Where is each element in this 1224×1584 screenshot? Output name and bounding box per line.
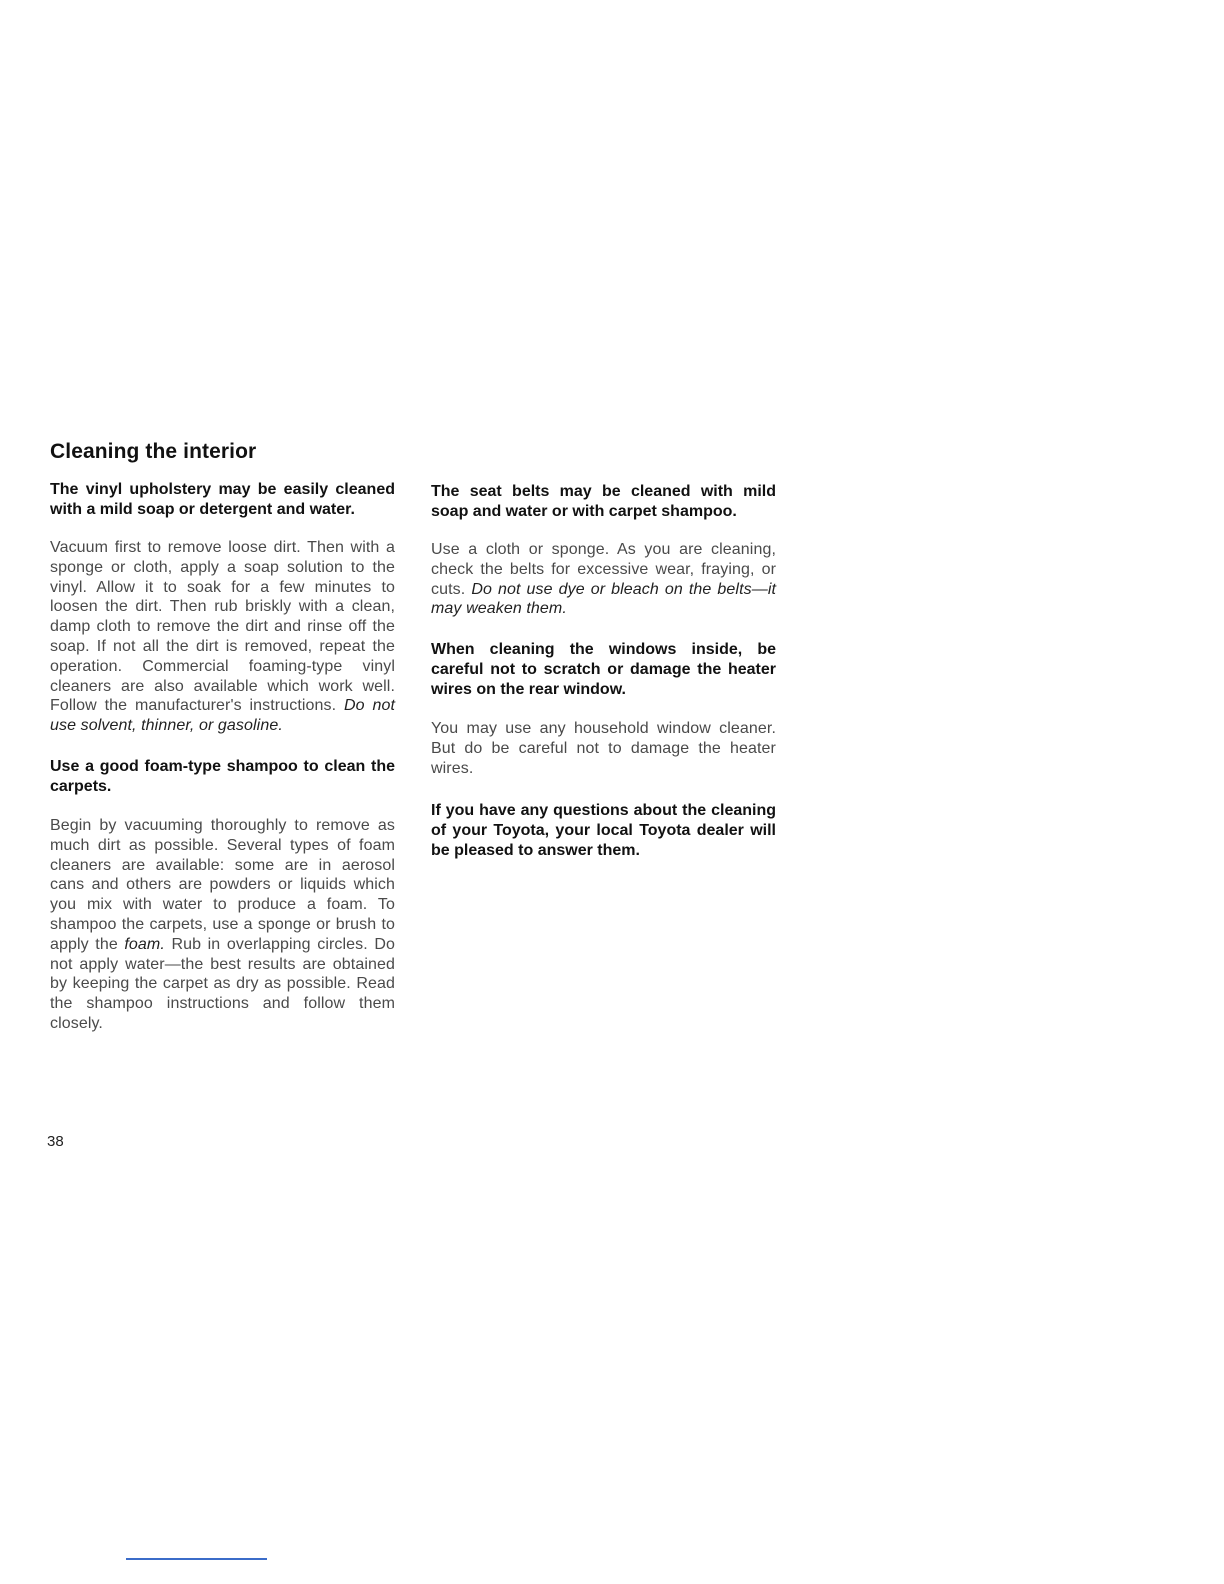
left-column [50, 480, 395, 1034]
page-title: Cleaning the interior [50, 440, 257, 463]
questions-note: If you have any questions about the cleaning of your Toyota, your local Toyota dealer will be pleased to answer them. [431, 801, 776, 859]
vinyl-warning: Do not use solvent, thinner, or gasoline. [50, 697, 395, 735]
vinyl-upholstery-heading: The vinyl upholstery may be easily cleaned with a mild soap or detergent and water. [50, 481, 395, 518]
seat-belts-warning: Do not use dye or bleach on the belts—it may weaken them. [431, 580, 777, 618]
vinyl-instructions-text: Vacuum first to remove loose dirt. Then with a sponge or cloth, apply a soap solution to the vinyl. Allow it to soak for a few minutes to loosen the dirt. Then rub briskly with a clean, damp cloth to remove the dirt and rinse off the soap. If not all the dirt is removed, repeat the operation. Commercial foaming-type vinyl cleaners are also available which work well. Follow the manufacturer's instructions. [50, 539, 395, 715]
carpet-instructions-text-a: Begin by vacuuming thoroughly to remove as much dirt as possible. Several types of foam cleaners are available: some are in aerosol cans and others are powders or liquids which you mix with water to produce a foam. To shampoo the carpets, use a sponge or brush to apply the [50, 816, 395, 953]
seat-belts-text: Use a cloth or sponge. As you are cleaning, check the belts for excessive wear, fraying, or cuts. [431, 541, 776, 598]
carpet-shampoo-heading: Use a good foam-type shampoo to clean the carpets. [50, 757, 395, 795]
carpet-shampoo-instructions [50, 816, 395, 1034]
carpet-instructions-text-b: Rub in overlapping circles. Do not apply water—the best results are obtained by keeping the carpet as dry as possible. Read the shampoo instructions and follow them closely. [50, 935, 395, 1032]
right-column [431, 482, 776, 861]
footer-rule [126, 1558, 267, 1560]
seat-belts-instructions [431, 540, 776, 619]
windows-instructions: You may use any household window cleaner. But do be careful not to damage the heater wires. [431, 720, 776, 777]
page-number: 38 [47, 1133, 64, 1150]
vinyl-upholstery-instructions [50, 538, 395, 736]
windows-heading: When cleaning the windows inside, be careful not to scratch or damage the heater wires on the rear window. [431, 641, 776, 699]
carpet-foam-emphasis: foam. [124, 935, 165, 953]
seat-belts-heading: The seat belts may be cleaned with mild soap and water or with carpet shampoo. [431, 483, 776, 520]
